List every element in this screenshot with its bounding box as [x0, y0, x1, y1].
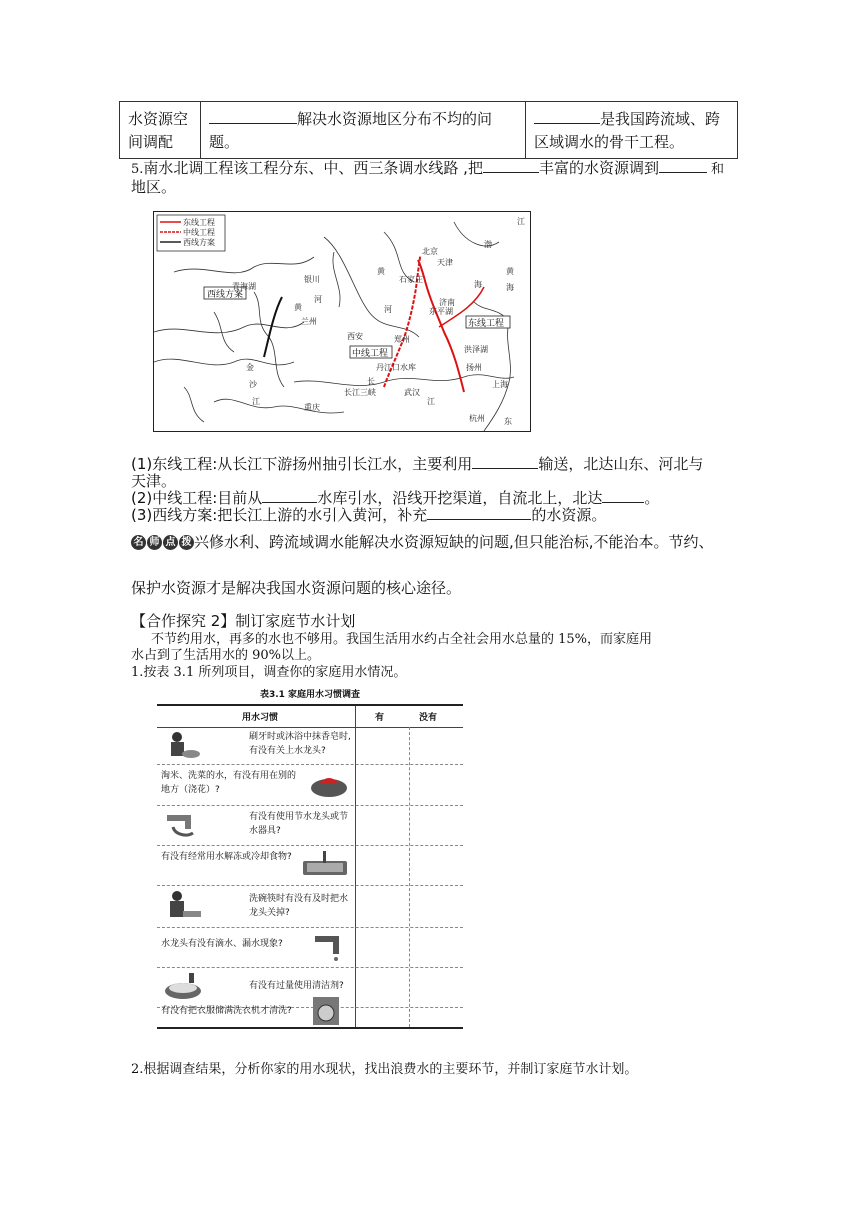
washing-machine-icon [307, 995, 347, 1027]
svg-text:沙: 沙 [249, 380, 257, 389]
svg-text:江: 江 [517, 217, 525, 226]
answer-blank[interactable] [262, 501, 317, 503]
survey-row: 有没有过量使用清洁剂? [157, 967, 463, 1008]
answer-blank[interactable] [659, 171, 707, 173]
svg-text:河: 河 [384, 305, 392, 314]
svg-text:海: 海 [506, 283, 514, 292]
svg-text:黄: 黄 [506, 267, 514, 276]
east-route-line2: 天津。 [131, 472, 177, 490]
svg-text:重庆: 重庆 [304, 403, 320, 412]
svg-text:石家庄: 石家庄 [399, 275, 423, 284]
washing-dishes-icon [163, 889, 203, 923]
svg-text:杭州: 杭州 [469, 414, 485, 423]
answer-blank[interactable] [602, 501, 644, 503]
answer-blank[interactable] [472, 467, 538, 469]
project-text: 是我国跨流域、跨区域调水的骨干工程。 [534, 110, 721, 151]
survey-header [157, 706, 463, 728]
svg-text:黄: 黄 [294, 303, 302, 312]
svg-text:扬州: 扬州 [466, 363, 482, 372]
west-route-line: (3)西线方案:把长江上游的水引入黄河，补充 的水资源。 [131, 506, 607, 524]
svg-text:西安: 西安 [347, 332, 363, 341]
teacher-tip-badge: 名 师 点 拨 [131, 535, 194, 550]
survey-row: 有没有经常用水解冻或冷却食物? [157, 845, 463, 886]
table-cell-method [201, 102, 526, 159]
plan-instruction: 2.根据调查结果，分析你家的用水现状，找出浪费水的主要环节，并制订家庭节水计划。 [131, 1062, 638, 1077]
svg-text:北京: 北京 [422, 247, 438, 256]
brushing-teeth-icon [163, 730, 201, 760]
survey-row: 有没有使用节水龙头或节水器具? [157, 805, 463, 846]
faucet-icon [163, 809, 203, 841]
survey-row: 刷牙时或沐浴中抹香皂时,有没有关上水龙头? [157, 727, 463, 765]
method-text: 解决水资源地区分布不均的问题。 [209, 110, 493, 151]
answer-blank[interactable] [427, 518, 531, 520]
svg-text:郑州: 郑州 [394, 335, 410, 344]
washing-vegetables-icon [307, 768, 351, 800]
teacher-tip-line2: 保护水资源才是解决我国水资源问题的核心途径。 [131, 579, 462, 597]
map-svg [154, 212, 530, 431]
svg-text:银川: 银川 [304, 275, 320, 284]
survey-row: 淘米、洗菜的水，有没有用在别的地方（浇花）? [157, 764, 463, 806]
water-habit-survey [157, 687, 463, 1025]
label-west-route: 西线方案 [207, 290, 244, 300]
svg-text:东: 东 [504, 417, 512, 426]
section-heading: 【合作探究 2】制订家庭节水计划 [131, 612, 356, 630]
detergent-basin-icon [161, 971, 205, 1003]
label-east-route: 东线工程 [468, 319, 505, 329]
table-cell-project [526, 102, 738, 159]
sink-icon [299, 849, 351, 881]
intro-paragraph-line1: 不节约用水，再多的水也不够用。我国生活用水约占全社会用水总量的 15%，而家庭用 [151, 632, 653, 647]
svg-text:兰州: 兰州 [301, 317, 317, 326]
svg-text:金: 金 [246, 363, 254, 372]
svg-text:济南: 济南 [439, 298, 455, 307]
header-habit: 用水习惯 [242, 713, 279, 723]
svg-text:东平湖: 东平湖 [429, 307, 453, 316]
legend-east: 东线工程 [183, 218, 215, 227]
svg-text:长江三峡: 长江三峡 [344, 388, 376, 397]
label-middle-route: 中线工程 [352, 349, 389, 359]
survey-instruction: 1.按表 3.1 所列项目，调查你的家庭用水情况。 [131, 665, 407, 680]
svg-text:江: 江 [252, 397, 260, 406]
svg-text:青海湖: 青海湖 [232, 282, 256, 291]
svg-text:海: 海 [474, 280, 482, 289]
survey-grid [157, 704, 463, 1029]
svg-text:黄: 黄 [377, 267, 385, 276]
east-route-line: (1)东线工程:从长江下游扬州抽引长江水，主要利用 输送，北达山东、河北与 [131, 455, 704, 473]
svg-text:洪泽湖: 洪泽湖 [464, 345, 488, 354]
table-cell-category: 水资源空间调配 [120, 102, 201, 159]
question-5-line2: 地区。 [131, 178, 177, 196]
question-5-line1: 5.南水北调工程该工程分东、中、西三条调水线路 ,把 丰富的水资源调到 和 [131, 159, 724, 177]
svg-text:渤: 渤 [484, 240, 492, 249]
survey-title: 表3.1 家庭用水习惯调查 [259, 690, 361, 700]
header-yes: 有 [375, 713, 385, 723]
intro-paragraph-line2: 水占到了生活用水的 90%以上。 [131, 648, 321, 663]
svg-text:天津: 天津 [437, 258, 453, 267]
middle-route-line: (2)中线工程:目前从 水库引水，沿线开挖渠道，自流北上，北达 。 [131, 489, 660, 507]
legend-west: 西线方案 [183, 238, 215, 247]
answer-blank[interactable] [483, 171, 539, 173]
svg-text:江: 江 [427, 397, 435, 406]
svg-text:上海: 上海 [492, 380, 508, 389]
svg-text:长: 长 [367, 377, 375, 386]
south-north-water-map [153, 211, 531, 432]
teacher-tip: 名 师 点 拨 兴修水利、跨流域调水能解决水资源短缺的问题,但只能治标,不能治本。节约、 [131, 533, 714, 552]
svg-text:武汉: 武汉 [404, 388, 420, 397]
survey-row: 洗碗筷时有没有及时把水龙头关掉? [157, 885, 463, 928]
legend-middle: 中线工程 [183, 228, 215, 237]
water-resource-table [119, 101, 738, 159]
dripping-tap-icon [307, 930, 351, 964]
answer-blank[interactable] [209, 122, 297, 124]
map-legend [157, 215, 225, 251]
answer-blank[interactable] [534, 122, 600, 124]
survey-row: 水龙头有没有滴水、漏水现象? [157, 927, 463, 968]
svg-text:丹江口水库: 丹江口水库 [376, 363, 416, 372]
survey-row: 有没有把衣服储满洗衣机才清洗? [157, 1007, 463, 1027]
header-no: 没有 [419, 713, 438, 723]
svg-text:河: 河 [314, 295, 322, 304]
